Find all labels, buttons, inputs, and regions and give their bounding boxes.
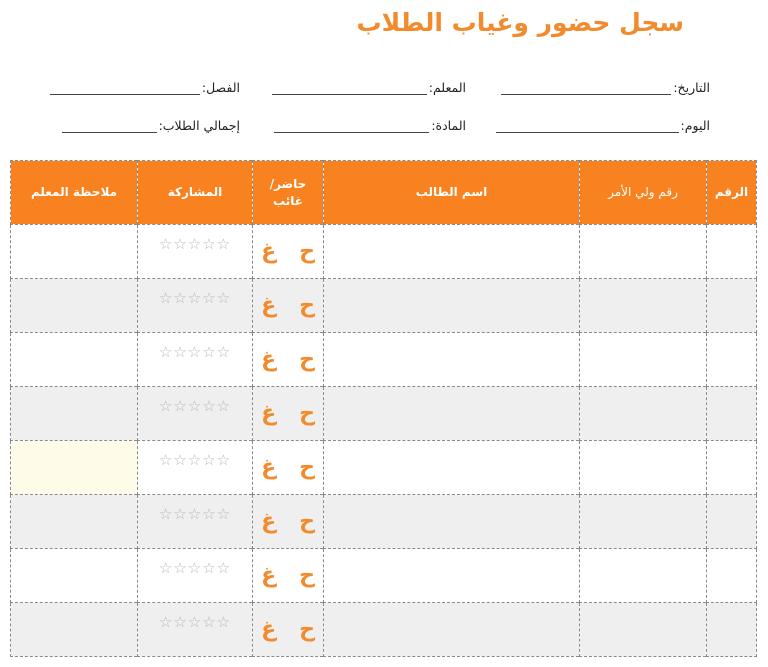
subject-line[interactable] [274,118,429,133]
date-label: التاريخ: [673,80,710,95]
header-student-name: اسم الطالب [324,161,580,225]
cell-participation [138,279,253,333]
header-teacher-note: ملاحظة المعلم [11,161,138,225]
cell-attendance [253,387,324,441]
absent-mark[interactable]: غ [261,563,277,588]
absent-mark[interactable]: غ [261,509,277,534]
table-row [11,387,757,441]
cell-number[interactable] [707,333,757,387]
cell-attendance [253,279,324,333]
cell-student-name[interactable] [324,387,580,441]
class-line[interactable] [50,80,200,95]
cell-participation [138,225,253,279]
header-guardian: رقم ولي الأمر [580,161,707,225]
cell-participation [138,495,253,549]
cell-guardian[interactable] [580,603,707,657]
class-label: الفصل: [201,80,240,95]
table-row [11,279,757,333]
cell-teacher-note[interactable] [11,495,138,549]
cell-student-name[interactable] [324,495,580,549]
table-row [11,225,757,279]
total-students-label: إجمالي الطلاب: [158,118,240,133]
star-rating[interactable]: ☆☆☆☆☆ [158,559,232,577]
header-participation: المشاركة [138,161,253,225]
page-title: سجل حضور وغياب الطلاب [356,8,684,37]
cell-student-name[interactable] [324,225,580,279]
info-row-1 [0,80,768,100]
cell-guardian[interactable] [580,279,707,333]
star-rating[interactable]: ☆☆☆☆☆ [158,235,232,253]
table-row [11,603,757,657]
attendance-table [10,160,757,657]
absent-mark[interactable]: غ [261,617,277,642]
cell-participation [138,333,253,387]
star-rating[interactable]: ☆☆☆☆☆ [158,613,232,631]
absent-mark[interactable]: غ [261,455,277,480]
teacher-label: المعلم: [428,80,466,95]
cell-teacher-note[interactable] [11,333,138,387]
star-rating[interactable]: ☆☆☆☆☆ [158,451,232,469]
day-line[interactable] [496,118,679,133]
cell-student-name[interactable] [324,333,580,387]
header-number: الرقم [707,161,757,225]
total-students-line[interactable] [62,118,157,133]
class-field[interactable] [50,80,240,95]
cell-student-name[interactable] [324,279,580,333]
cell-student-name[interactable] [324,549,580,603]
present-mark[interactable]: ح [299,455,315,480]
date-field[interactable] [501,80,710,95]
cell-number[interactable] [707,495,757,549]
star-rating[interactable]: ☆☆☆☆☆ [158,289,232,307]
total-students-field[interactable] [62,118,240,133]
present-mark[interactable]: ح [299,347,315,372]
table-header-row [11,161,757,225]
table-row [11,495,757,549]
cell-teacher-note[interactable] [11,279,138,333]
cell-attendance [253,603,324,657]
cell-participation [138,549,253,603]
cell-number[interactable] [707,225,757,279]
cell-number[interactable] [707,387,757,441]
absent-mark[interactable]: غ [261,293,277,318]
cell-attendance [253,225,324,279]
present-mark[interactable]: ح [299,617,315,642]
header-present-absent: حاضر/ غائب [253,161,324,225]
cell-student-name[interactable] [324,603,580,657]
cell-participation [138,387,253,441]
cell-guardian[interactable] [580,225,707,279]
cell-student-name[interactable] [324,441,580,495]
star-rating[interactable]: ☆☆☆☆☆ [158,397,232,415]
cell-teacher-note[interactable] [11,549,138,603]
cell-attendance [253,495,324,549]
day-field[interactable] [496,118,710,133]
cell-teacher-note[interactable] [11,225,138,279]
present-mark[interactable]: ح [299,239,315,264]
cell-number[interactable] [707,279,757,333]
cell-attendance [253,441,324,495]
cell-participation [138,603,253,657]
cell-teacher-note[interactable] [11,387,138,441]
subject-label: المادة: [431,118,466,133]
subject-field[interactable] [274,118,466,133]
absent-mark[interactable]: غ [261,347,277,372]
star-rating[interactable]: ☆☆☆☆☆ [158,505,232,523]
present-mark[interactable]: ح [299,509,315,534]
table-row [11,549,757,603]
absent-mark[interactable]: غ [261,239,277,264]
present-mark[interactable]: ح [299,293,315,318]
star-rating[interactable]: ☆☆☆☆☆ [158,343,232,361]
date-line[interactable] [501,80,671,95]
cell-guardian[interactable] [580,387,707,441]
cell-teacher-note[interactable] [11,441,138,495]
cell-guardian[interactable] [580,495,707,549]
cell-guardian[interactable] [580,333,707,387]
cell-participation [138,441,253,495]
cell-teacher-note[interactable] [11,603,138,657]
cell-number[interactable] [707,603,757,657]
cell-guardian[interactable] [580,549,707,603]
table-row [11,333,757,387]
cell-number[interactable] [707,549,757,603]
table-row [11,441,757,495]
absent-mark[interactable]: غ [261,401,277,426]
cell-number[interactable] [707,441,757,495]
cell-attendance [253,333,324,387]
info-row-2 [0,118,768,138]
teacher-field[interactable] [272,80,466,95]
present-mark[interactable]: ح [299,401,315,426]
teacher-line[interactable] [272,80,427,95]
cell-attendance [253,549,324,603]
present-mark[interactable]: ح [299,563,315,588]
day-label: اليوم: [680,118,710,133]
cell-guardian[interactable] [580,441,707,495]
